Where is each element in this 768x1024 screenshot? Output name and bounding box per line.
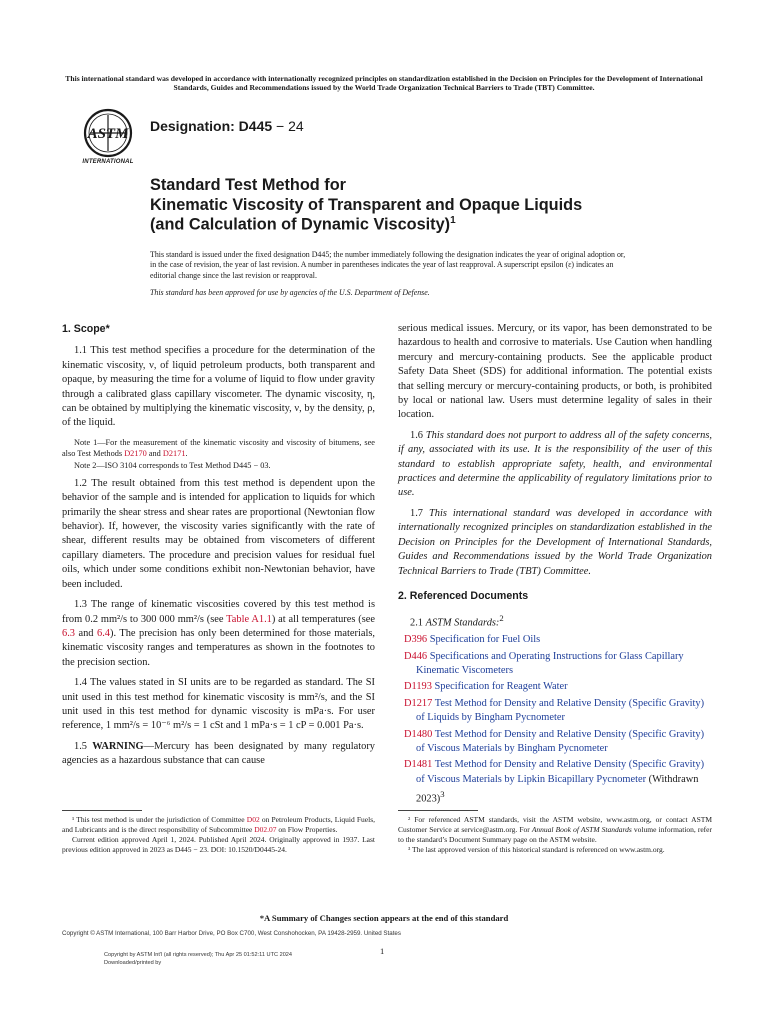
- link-section-6-4[interactable]: 6.4: [97, 627, 110, 639]
- para-1-7: 1.7 This international standard was developed in accordance with internationally recognized principles on standardization established in the Decision on Principles for the Development of International Standards, Guides and Recommendations issued by the World Trade Organization Technical Barriers to Trade (TBT) Committee.: [398, 507, 712, 577]
- left-column: [62, 322, 375, 775]
- footnotes-right: [398, 815, 712, 855]
- title-footnote-mark: 1: [450, 215, 456, 227]
- link-subcommittee-d02-07[interactable]: D02.07: [254, 825, 277, 834]
- link-table-a1-1[interactable]: Table A1.1: [226, 613, 272, 625]
- link-d2171[interactable]: D2171: [162, 448, 186, 458]
- scope-heading: 1. Scope*: [62, 323, 110, 335]
- license-line-1: Copyright by ASTM Int'l (all rights reserved); Thu Apr 25 01:52:11 UTC 2024: [104, 952, 293, 958]
- license-stamp: [104, 952, 292, 967]
- title-line-3: (and Calculation of Dynamic Viscosity)$^1$: [150, 215, 456, 234]
- withdrawn-note: (Withdrawn 2023): [416, 773, 699, 805]
- svg-text:ASTM: ASTM: [87, 126, 129, 142]
- para-2-1: 2.1 ASTM Standards:$^2$: [410, 613, 504, 629]
- warning-label: WARNING: [92, 740, 144, 752]
- title-line-1: Standard Test Method for: [150, 176, 346, 194]
- link-d1481[interactable]: D1481: [404, 759, 433, 771]
- link-d396[interactable]: D396: [404, 634, 428, 646]
- defense-note: This standard has been approved for use by agencies of the U.S. Department of Defense.: [150, 288, 430, 297]
- ref-title-d1193[interactable]: Specification for Reagent Water: [431, 681, 568, 693]
- footnotes-left: [62, 815, 375, 855]
- note-2: Note 2—ISO 3104 corresponds to Test Method D445 − 03.: [74, 460, 271, 470]
- page-number: 1: [380, 946, 385, 956]
- reference-item: [398, 633, 712, 647]
- copyright-line: Copyright © ASTM International, 100 Barr Harbor Drive, PO Box C700, West Conshohocken, PA 19428-2959. United States: [62, 930, 401, 937]
- ref-title-d1481[interactable]: Test Method for Density and Relative Density (Specific Gravity) of Viscous Materials by Lipkin Bicapillary Pycnometer: [416, 759, 705, 785]
- footnote-rule-right: [398, 810, 478, 811]
- reference-item: [398, 728, 712, 757]
- astm-logo: [82, 107, 134, 159]
- link-d1480[interactable]: D1480: [404, 728, 433, 740]
- footnote-rule-left: [62, 810, 142, 811]
- referenced-documents-heading: 2. Referenced Documents: [398, 589, 529, 602]
- summary-of-changes-note: *A Summary of Changes section appears at the end of this standard: [259, 913, 509, 923]
- link-section-6-3[interactable]: 6.3: [62, 627, 75, 639]
- top-notice: This international standard was developed in accordance with internationally recognized principles on standardization established in the Decision on Principles for the Development of International Standards, Guides and Recommendations issued by the World Trade Organization Technical Barriers to Trade (TBT) Committee.: [65, 74, 703, 93]
- reference-item: [398, 650, 712, 679]
- footnote-mark-3: 3: [440, 789, 445, 800]
- link-committee-d02[interactable]: D02: [246, 815, 260, 824]
- title-line-2: Kinematic Viscosity of Transparent and Opaque Liquids: [150, 195, 583, 214]
- designation-label: Designation: D445: [150, 118, 273, 134]
- logo-caption: INTERNATIONAL: [82, 159, 134, 165]
- issue-note: This standard is issued under the fixed designation D445; the number immediately following the designation indicates the year of original adoption or, in the case of revision, the year of last revision. A number in parentheses indicates the year of last reapproval. A superscript epsilon (ε) indicates an editorial change since the last revision or reapproval.: [150, 250, 626, 280]
- license-line-2: Downloaded/printed by: [104, 959, 162, 966]
- link-d2170[interactable]: D2170: [124, 448, 147, 458]
- para-1-6: 1.6 This standard does not purport to address all of the safety concerns, if any, associated with its use. It is the responsibility of the user of this standard to establish appropriate safety, health, and environmental practices and determine the applicability of regulatory limitations prior to use.: [398, 429, 712, 499]
- reference-list: [398, 633, 712, 807]
- para-1-1: 1.1 This test method specifies a procedure for the determination of the kinematic viscosity, ν, of liquid petroleum products, both transparent and opaque, by measuring the time for a volume of liquid to flow under gravity through a calibrated glass capillary viscometer. The dynamic viscosity, η, can be obtained by multiplying the kinematic viscosity, ν, by the density, ρ, of the liquid.: [62, 345, 375, 429]
- footnote-1-edition: Current edition approved April 1, 2024. Published April 2024. Originally approved in 1937. Last previous edition approved in 2023 as D445 − 23. DOI: 10.1520/D0445-24.: [62, 835, 375, 854]
- para-1-5: 1.5 WARNING—Mercury has been designated by many regulatory agencies as a hazardous substance that can cause: [62, 740, 375, 767]
- reference-item: [398, 680, 712, 694]
- para-1-4: 1.4 The values stated in SI units are to be regarded as standard. The SI unit used in this test method for kinematic viscosity is mm²/s, and the SI unit used in this test method for dynamic viscosity is mPa·s. For user reference, 1 mm²/s = 10⁻⁶ m²/s = 1 cSt and 1 mPa·s = 1 cP = 0.001 Pa·s.: [62, 677, 375, 732]
- ref-title-d1480[interactable]: Test Method for Density and Relative Density (Specific Gravity) of Viscous Materials by Bingham Pycnometer: [416, 728, 705, 755]
- right-column: [398, 322, 712, 809]
- ref-title-d396[interactable]: Specification for Fuel Oils: [427, 634, 541, 646]
- para-1-5-continued: serious medical issues. Mercury, or its vapor, has been demonstrated to be hazardous to health and corrosive to materials. Use Caution when handling mercury and mercury-containing products. See the applicable product Safety Data Sheet (SDS) for additional information. The potential exists that selling mercury or mercury-containing products, or both, is prohibited by local or national law. Users must determine legality of sales in their location.: [398, 323, 712, 421]
- link-d1193[interactable]: D1193: [404, 681, 432, 693]
- ref-title-d446[interactable]: Specifications and Operating Instructions for Glass Capillary Kinematic Viscometers: [416, 650, 684, 676]
- link-d446[interactable]: D446: [404, 650, 428, 662]
- footnote-2: ² For referenced ASTM standards, visit the ASTM website, www.astm.org, or contact ASTM Customer Service at service@astm.org. For Annual Book of ASTM Standards volume information, refer to the standard’s Document Summary page on the ASTM website.: [398, 815, 713, 844]
- reference-item: [398, 758, 712, 807]
- note-1: Note 1—For the measurement of the kinematic viscosity and viscosity of bitumens, see also Test Methods D2170 and D2171.: [62, 437, 375, 458]
- document-title: [150, 176, 710, 235]
- para-1-2: 1.2 The result obtained from this test method is dependent upon the behavior of the sample and is intended for application to liquids for which primarily the shear stress and shear rates are proportional (Newtonian flow behavior). If, however, the viscosity varies significantly with the rate of shear, different results may be obtained from viscometers of different capillary diameters. The procedure and precision values for residual fuel oils, which under some conditions exhibit non-Newtonian behavior, have been included.: [62, 477, 375, 590]
- designation: [150, 118, 304, 134]
- footnote-3: ³ The last approved version of this historical standard is referenced on www.astm.org.: [408, 845, 665, 854]
- designation-year: − 24: [272, 118, 304, 134]
- ref-title-d1217[interactable]: Test Method for Density and Relative Density (Specific Gravity) of Liquids by Bingham Pycnometer: [416, 697, 705, 724]
- reference-item: [398, 697, 712, 726]
- link-d1217[interactable]: D1217: [404, 697, 433, 709]
- para-1-3: 1.3 The range of kinematic viscosities covered by this test method is from 0.2 mm²/s to 300 000 mm²/s (see Table A1.1) at all temperatures (see 6.3 and 6.4). The precision has only been determined for those materials, kinematic viscosity ranges and temperatures as shown in the footnotes to the precision section.: [62, 599, 375, 668]
- footnote-1: ¹ This test method is under the jurisdiction of Committee D02 on Petroleum Products, Liquid Fuels, and Lubricants and is the direct responsibility of Subcommittee D02.07 on Flow Properties.: [62, 815, 375, 834]
